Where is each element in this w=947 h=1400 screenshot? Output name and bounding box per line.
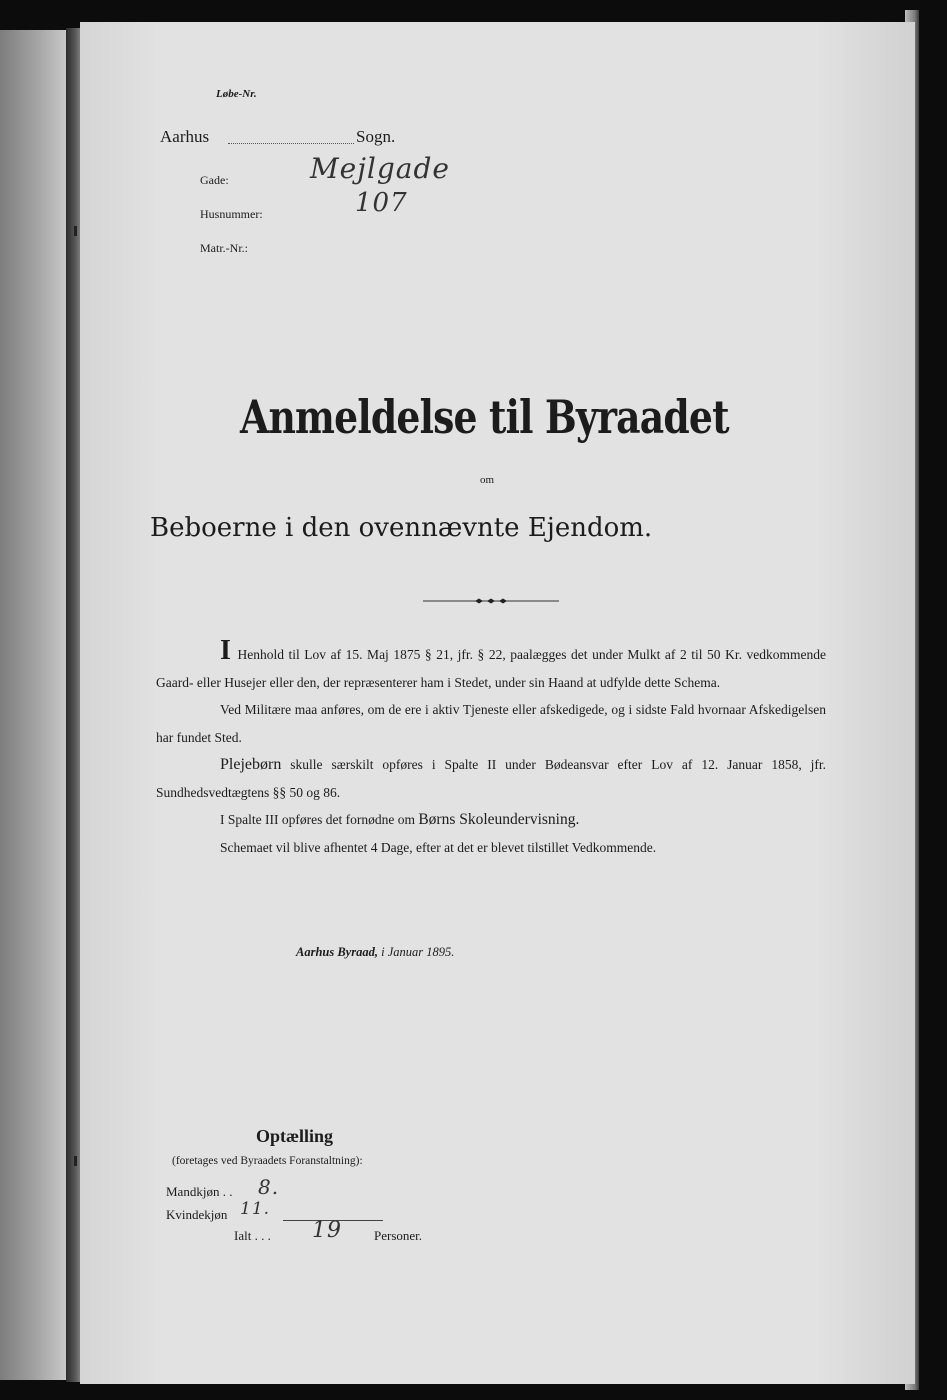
signature-council: Aarhus Byraad, [296, 945, 378, 959]
male-label: Mandkjøn . . [166, 1184, 233, 1199]
sogn-field[interactable] [228, 143, 354, 144]
foster-lead: Plejebørn [220, 756, 282, 773]
female-label: Kvindekjøn [166, 1207, 228, 1222]
gade-label: Gade: [200, 173, 229, 187]
paragraph-foster [156, 751, 826, 806]
paragraph-law [156, 635, 827, 696]
signature-date: i Januar 1895. [381, 945, 455, 959]
paragraph-military: Ved Militære maa anføres, om de ere i aktiv Tjeneste eller afskedigede, og i sidste Fald hvornaar Afskedigelsen har fundet Sted. [156, 702, 826, 745]
sogn-label: Sogn. [356, 127, 396, 146]
paragraph-school [156, 806, 826, 834]
dropcap: I [220, 635, 231, 666]
paragraph-law-text: Henhold til Lov af 15. Maj 1875 § 21, jfr. § 22, paalægges det under Mulkt af 2 til 50 Kr. vedkommende Gaard- eller Husejer eller den, der repræsenterer ham i Stedet, under sin Haand at udfylde dette Schema. [156, 647, 827, 690]
binding-mark [74, 1156, 77, 1166]
city-label: Aarhus [160, 127, 210, 146]
binding-mark [74, 226, 77, 236]
husnummer-value[interactable]: 107 [355, 188, 408, 218]
form-title: Anmeldelse til Byraadet [240, 390, 729, 444]
school-text: I Spalte III opføres det fornødne om [220, 812, 415, 827]
signature-line [296, 945, 454, 960]
lobe-nr-label: Løbe-Nr. [216, 88, 257, 100]
foster-text: skulle særskilt opføres i Spalte II under Bødeansvar efter Lov af 12. Januar 1858, jfr. Sundhedsvedtægtens §§ 50 og 86. [156, 757, 827, 800]
school-lead: Børns Skoleundervisning. [418, 811, 580, 828]
total-value[interactable]: 19 [312, 1218, 342, 1243]
male-value[interactable]: 8. [258, 1175, 280, 1199]
paragraph-collection: Schemaet vil blive afhentet 4 Dage, efter at det er blevet tilstillet Vedkommende. [220, 839, 657, 855]
om-label: om [480, 474, 495, 486]
form-subtitle: Beboerne i den ovennævnte Ejendom. [150, 513, 653, 543]
gade-value[interactable]: Mejlgade [310, 152, 450, 185]
count-title: Optælling [256, 1126, 334, 1146]
persons-label: Personer. [374, 1228, 423, 1243]
facing-page-edge [0, 30, 72, 1380]
ornament-rule [423, 598, 559, 604]
female-value[interactable]: 11. [240, 1199, 271, 1219]
husnummer-label: Husnummer: [200, 207, 263, 221]
count-subtitle: (foretages ved Byraadets Foranstaltning): [172, 1155, 363, 1167]
total-label: Ialt . . . [234, 1228, 271, 1243]
instructions [156, 635, 827, 861]
matr-nr-label: Matr.-Nr.: [200, 241, 248, 255]
